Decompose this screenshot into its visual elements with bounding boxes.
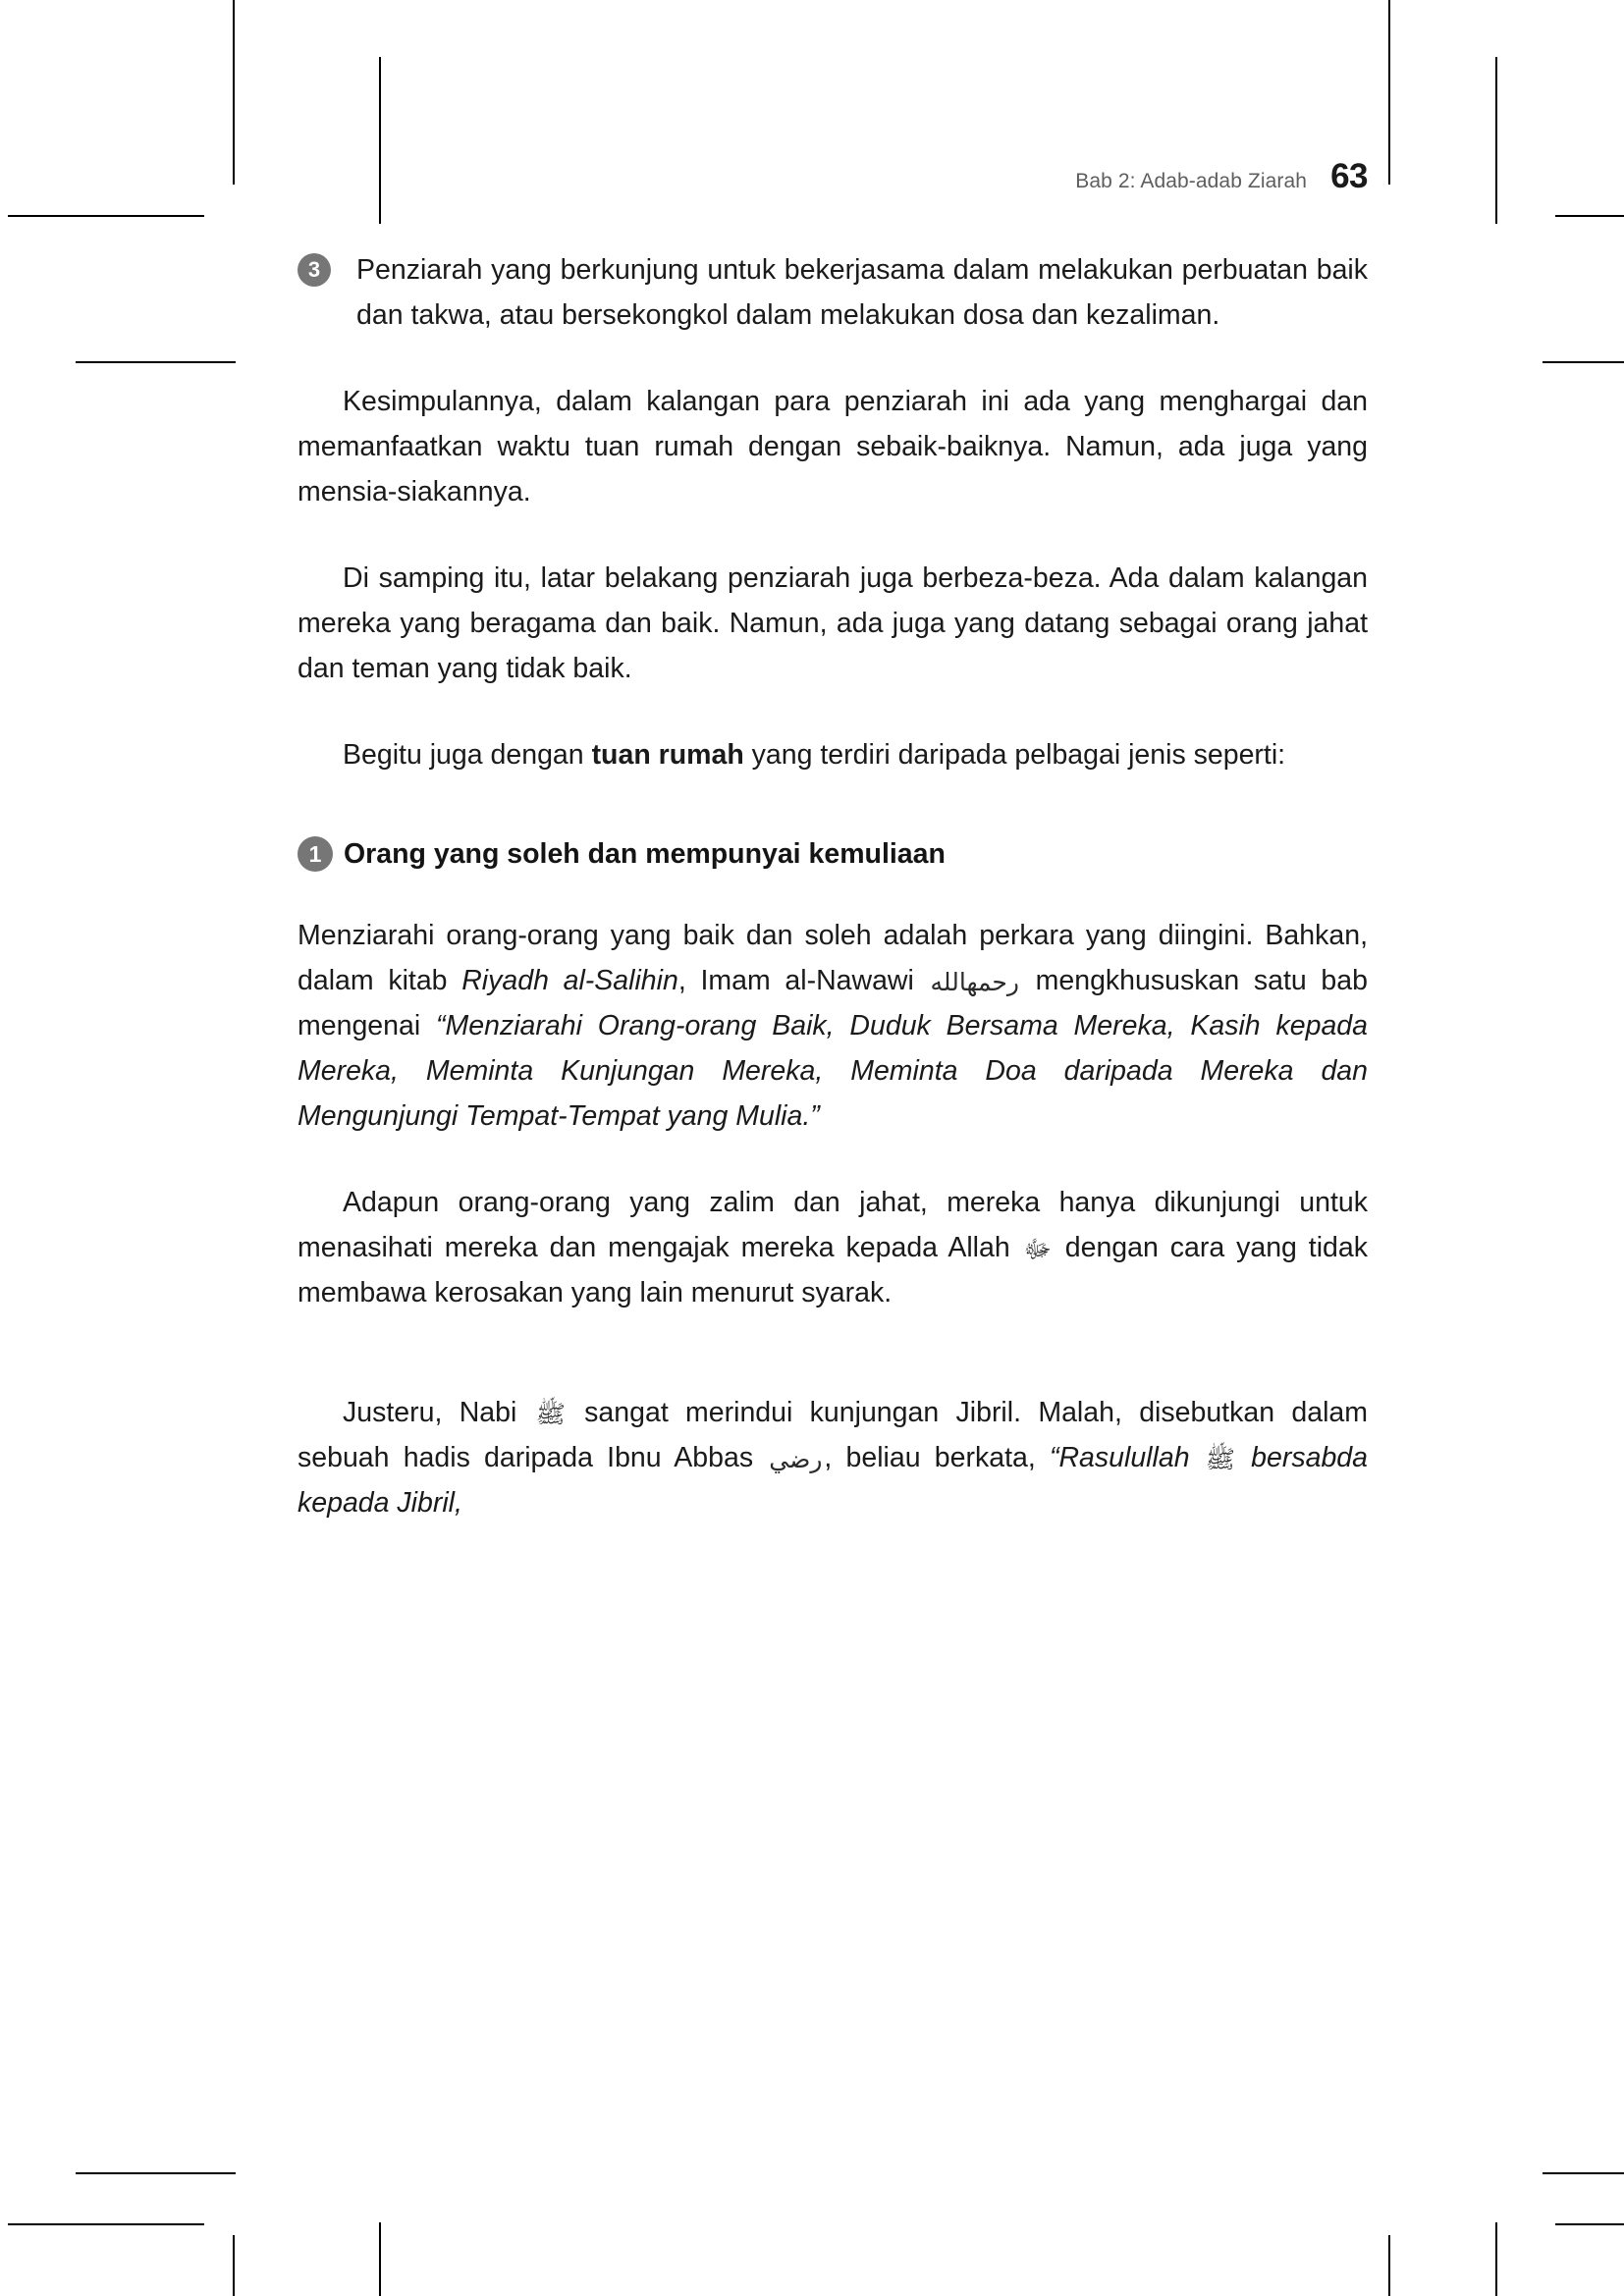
page-number: 63 bbox=[1330, 157, 1368, 195]
paragraph-adapun-part-1: Adapun orang-orang yang zalim dan jahat, mereka hanya dikunjungi untuk menasihati mereka dan mengajak mereka kepada Allah bbox=[298, 1187, 1368, 1263]
subheading-label: Orang yang soleh dan mempunyai kemuliaan bbox=[344, 838, 946, 870]
subhanahu-wa-taala-honorific-icon: ﷻ bbox=[1023, 1235, 1052, 1263]
paragraph-justeru-part-2: sangat merindui kunjungan Jibril. Malah, disebutkan dalam sebuah hadis daripada Ibnu Abbas bbox=[298, 1397, 1368, 1473]
paragraph-menziarahi-part-2: , Imam al-Nawawi bbox=[677, 965, 929, 996]
spacer bbox=[298, 1357, 1368, 1390]
crop-mark-bottom-right-vertical bbox=[1388, 2235, 1390, 2296]
paragraph-justeru-nabi bbox=[298, 1390, 1368, 1525]
crop-mark-top-right-bleed-horizontal bbox=[1543, 361, 1624, 363]
numbered-list-item-3 bbox=[298, 247, 1368, 338]
crop-mark-bottom-right-bleed-vertical bbox=[1495, 2222, 1497, 2296]
paragraph-di-samping-itu: Di samping itu, latar belakang penziarah juga berbeza-beza. Ada dalam kalangan mereka yang beragama dan baik. Namun, ada juga yang datang sebagai orang jahat dan teman yang tidak baik. bbox=[298, 562, 1368, 684]
paragraph-adapun-orang-orang bbox=[298, 1180, 1368, 1315]
paragraph-justeru-part-3: , beliau berkata, bbox=[824, 1442, 1050, 1473]
paragraph-adapun-part-2: dengan cara yang tidak membawa kerosakan yang lain menurut syarak. bbox=[298, 1232, 1369, 1308]
running-head bbox=[298, 157, 1368, 212]
crop-mark-bottom-right-bleed-horizontal bbox=[1543, 2172, 1624, 2174]
crop-mark-top-right-vertical bbox=[1388, 0, 1390, 185]
hadith-quote-part-2: bersabda kepada Jibril, bbox=[298, 1442, 1368, 1519]
subheading-orang-yang-soleh bbox=[298, 834, 1368, 874]
paragraph-menziarahi-part-1: Menziarahi orang-orang yang baik dan soleh adalah perkara yang diingini. Bahkan, dalam kitab bbox=[298, 920, 1368, 996]
book-title-riyadh-al-salihin: Riyadh al-Salihin bbox=[461, 965, 678, 996]
spacer bbox=[298, 819, 1368, 834]
paragraph-begitu-juga bbox=[298, 732, 1368, 777]
paragraph-menziarahi-part-3: mengkhususkan satu bab mengenai bbox=[298, 965, 1368, 1041]
paragraph-begitu-juga-part-2: yang terdiri daripada pelbagai jenis seperti: bbox=[743, 739, 1286, 771]
text-frame bbox=[298, 157, 1368, 1525]
hadith-quote-part-1: “Rasulullah bbox=[1049, 1442, 1204, 1473]
paragraph-menziarahi-orang-orang bbox=[298, 913, 1368, 1139]
crop-mark-top-left-vertical bbox=[233, 0, 235, 185]
list-number-badge: 3 bbox=[298, 253, 331, 287]
body-copy bbox=[298, 247, 1368, 1525]
subheading-number-badge: 1 bbox=[298, 836, 333, 872]
crop-mark-bottom-left-bleed-vertical bbox=[379, 2222, 381, 2296]
crop-mark-bottom-left-vertical bbox=[233, 2235, 235, 2296]
sallallahu-alaihi-wasallam-honorific-icon-2: ﷺ bbox=[1205, 1445, 1235, 1473]
paragraph-kesimpulannya: Kesimpulannya, dalam kalangan para penziarah ini ada yang menghargai dan memanfaatkan waktu tuan rumah dengan sebaik-baiknya. Namun, ada juga yang mensia-siakannya. bbox=[298, 386, 1368, 507]
crop-mark-bottom-left-bleed-horizontal bbox=[76, 2172, 236, 2174]
crop-mark-top-left-bleed-horizontal bbox=[76, 361, 236, 363]
running-head-chapter-title: Bab 2: Adab-adab Ziarah bbox=[1075, 170, 1308, 192]
crop-mark-top-right-bleed-vertical bbox=[1495, 57, 1497, 224]
rahimahullah-honorific-icon: رحمهالله bbox=[930, 968, 1019, 996]
crop-mark-top-left-horizontal bbox=[8, 215, 204, 217]
quoted-chapter-title: “Menziarahi Orang-orang Baik, Duduk Bersama Mereka, Kasih kepada Mereka, Meminta Kunjungan Mereka, Meminta Doa daripada Mereka dan Mengunjungi Tempat-Tempat yang Mulia.” bbox=[298, 1010, 1369, 1132]
crop-mark-top-right-horizontal bbox=[1555, 215, 1624, 217]
crop-mark-bottom-left-horizontal bbox=[8, 2223, 204, 2225]
radiyallahu-anhu-honorific-icon: رضي bbox=[769, 1445, 823, 1473]
numbered-list-item-text: Penziarah yang berkunjung untuk bekerjasama dalam melakukan perbuatan baik dan takwa, atau bersekongkol dalam melakukan dosa dan kezaliman. bbox=[356, 254, 1368, 331]
sallallahu-alaihi-wasallam-honorific-icon: ﷺ bbox=[535, 1400, 566, 1428]
paragraph-begitu-juga-part-1: Begitu juga dengan bbox=[343, 739, 592, 771]
paragraph-justeru-part-1: Justeru, Nabi bbox=[343, 1397, 534, 1428]
emphasis-tuan-rumah: tuan rumah bbox=[591, 739, 744, 771]
crop-mark-bottom-right-horizontal bbox=[1555, 2223, 1624, 2225]
